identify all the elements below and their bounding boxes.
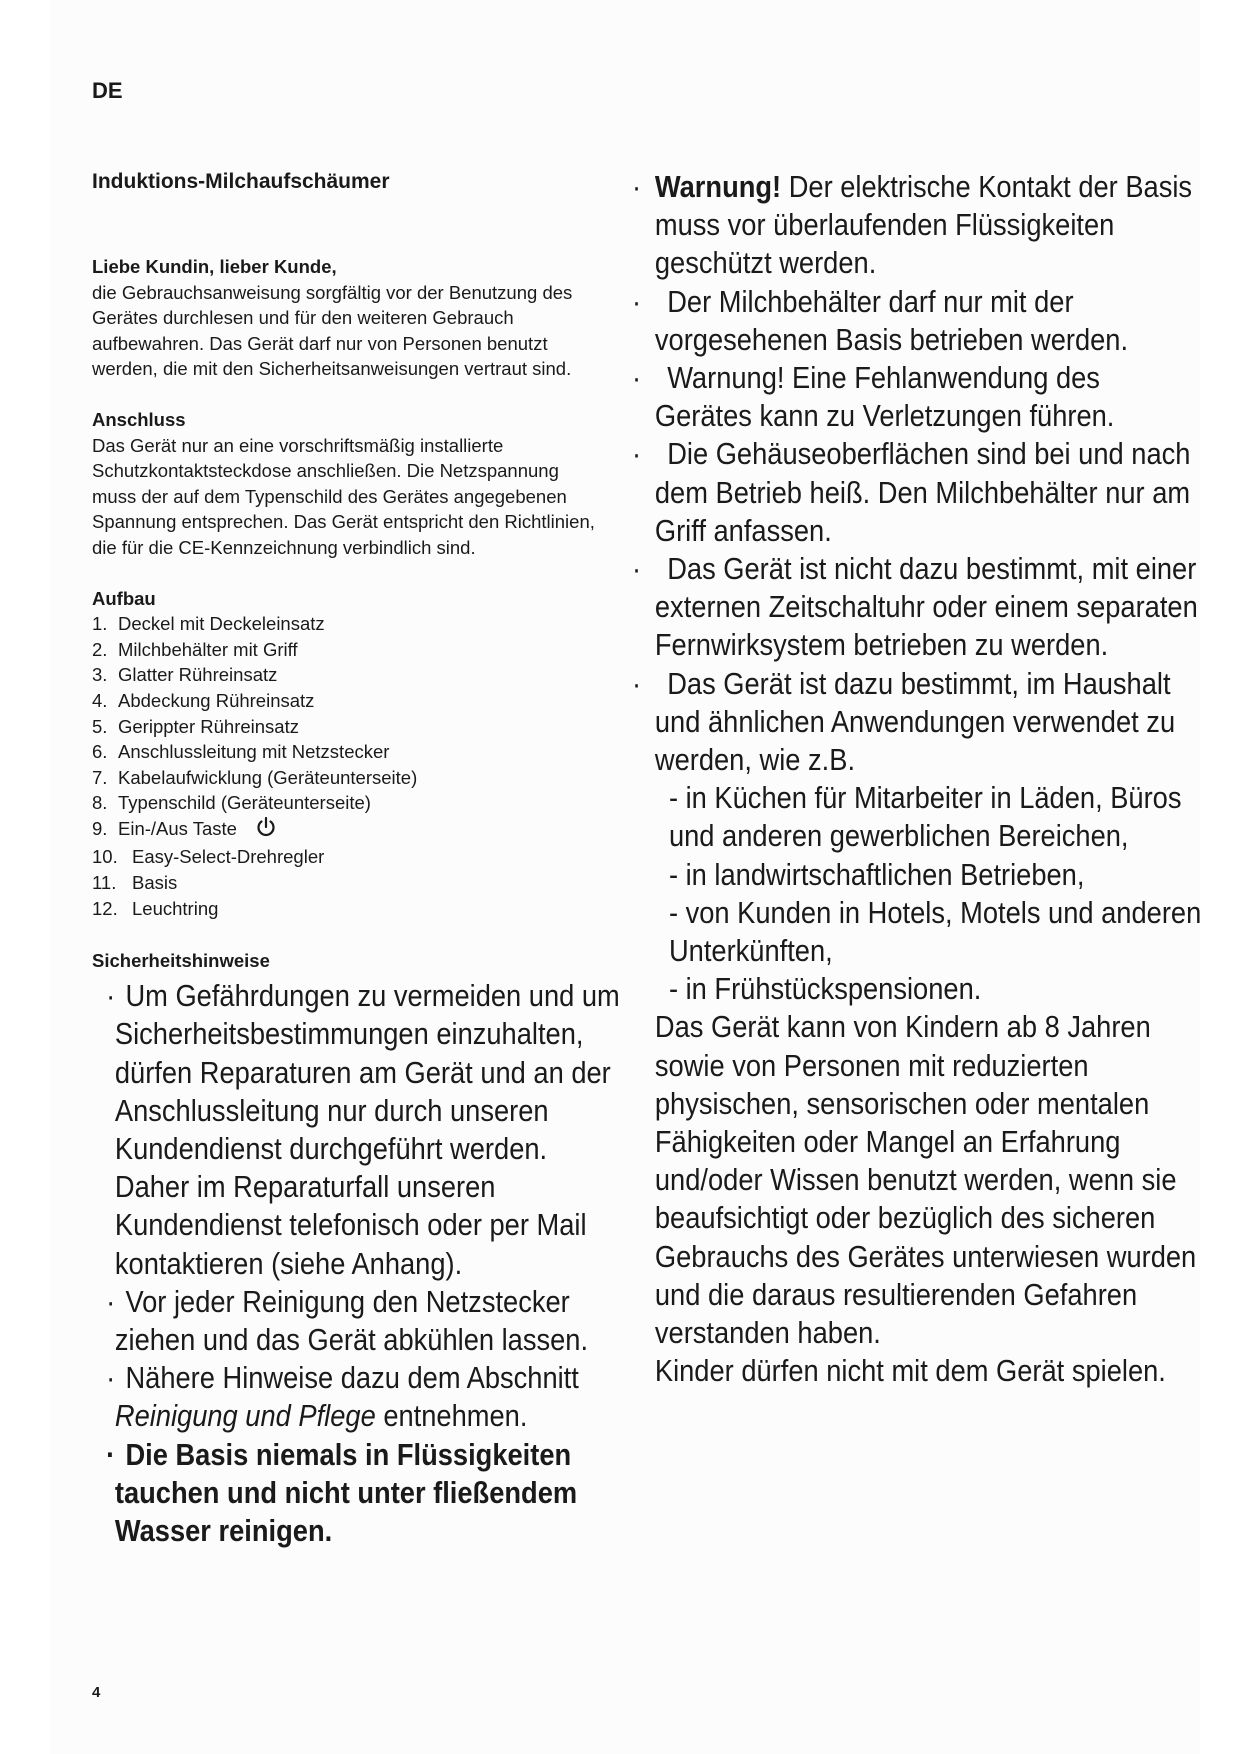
list-item-number: 6. (92, 741, 108, 763)
list-item-number: 8. (92, 792, 108, 814)
safety-bullet-text: Der Milchbehälter darf nur mit der vorgesehenen Basis betrieben werden. (654, 283, 1129, 357)
safety-bullet (632, 168, 1204, 283)
list-item-label: Milchbehälter mit Griff (118, 638, 298, 660)
bullet-dot: · (632, 283, 642, 319)
safety-list-left (92, 977, 620, 1550)
list-item-number: 5. (92, 715, 108, 737)
list-item (92, 896, 602, 922)
list-item-label: Abdeckung Rühreinsatz (118, 689, 315, 711)
list-item-number: 4. (92, 689, 108, 711)
left-column (92, 170, 620, 1550)
bullet-dot: · (106, 1283, 116, 1319)
greeting-text: die Gebrauchsanweisung sorgfältig vor der Benutzung des Gerätes durchlesen und für den weiteren Gebrauch aufbewahren. Das Gerät darf nur von Personen benutzt werden, die mit den Sicherheitsanweisungen vertraut sind. (92, 281, 573, 380)
page-number: 4 (92, 1684, 101, 1701)
document-title: Induktions-Milchaufschäumer (92, 170, 390, 193)
safety-bullet (92, 1359, 620, 1435)
list-item-number: 7. (92, 766, 108, 788)
safety-bullet-text: Nähere Hinweise dazu dem Abschnitt (125, 1360, 579, 1396)
safety-bullet (92, 1283, 620, 1359)
greeting-section (92, 254, 602, 382)
list-item (92, 637, 602, 663)
list-item-number: 12. (92, 897, 118, 919)
list-item-number: 10. (92, 846, 118, 868)
bullet-dot: · (632, 551, 642, 587)
list-item (92, 714, 602, 740)
list-item-number: 1. (92, 613, 108, 635)
list-item (92, 816, 602, 845)
right-column (632, 168, 1212, 1391)
list-item (92, 790, 602, 816)
list-item-label: Glatter Rühreinsatz (118, 664, 278, 686)
safety-bullet-text-end: entnehmen. (375, 1398, 528, 1434)
safety-bullet (632, 359, 1204, 435)
list-item-label: Anschlussleitung mit Netzstecker (118, 741, 390, 763)
bullet-dot: · (106, 1436, 116, 1472)
list-item-label: Gerippter Rühreinsatz (118, 715, 299, 737)
power-icon (255, 816, 277, 845)
safety-bullet-text: Das Gerät ist dazu bestimmt, im Haushalt und ähnlichen Anwendungen verwendet zu werden, wie z.B. (654, 665, 1176, 778)
bullet-dot: · (106, 978, 116, 1014)
safety-bullet (92, 977, 620, 1283)
list-item-number: 11. (92, 872, 117, 894)
parts-list (92, 611, 602, 921)
usage-example: - in Frühstückspensionen. (668, 971, 982, 1007)
list-item-label: Kabelaufwicklung (Geräteunterseite) (118, 766, 418, 788)
list-item (92, 611, 602, 637)
anschluss-text: Das Gerät nur an eine vorschriftsmäßig installierte Schutzkontaktsteckdose anschließen. Die Netzspannung muss der auf dem Typenschild des Gerätes angegebenen Spannung entsprechen. Das Gerät entspricht den Richtlinien, die für die CE-Kennzeichnung verbindlich sind. (92, 434, 595, 558)
safety-bullet (632, 665, 1204, 780)
safety-bullet (632, 550, 1204, 665)
language-label: DE (92, 78, 123, 103)
list-item (92, 870, 602, 896)
bullet-dot: · (632, 436, 642, 472)
list-item (92, 765, 602, 791)
greeting-salutation: Liebe Kundin, lieber Kunde, (92, 256, 337, 277)
bullet-dot: · (106, 1360, 116, 1396)
safety-bullet-text: Vor jeder Reinigung den Netzstecker ziehen und das Gerät abkühlen lassen. (114, 1283, 589, 1358)
section-reference: Reinigung und Pflege (114, 1398, 376, 1434)
list-item-number: 9. (92, 817, 108, 839)
list-item-label: Easy-Select-Drehregler (132, 846, 325, 868)
children-paragraph: Das Gerät kann von Kindern ab 8 Jahren sowie von Personen mit reduzierten physischen, sensorischen oder mentalen Fähigkeiten oder Mangel an Erfahrung und/oder Wissen benutzt werden, wenn sie beaufsichtigt oder bezüglich des sicheren Gebrauchs des Gerätes unterwiesen wurden und die daraus resultierenden Gefahren verstanden haben. (654, 1009, 1197, 1351)
aufbau-title: Aufbau (92, 587, 156, 609)
list-item-label: Basis (132, 872, 178, 894)
list-item-number: 2. (92, 638, 108, 660)
safety-list-right (632, 168, 1204, 1391)
list-item (92, 688, 602, 714)
list-item (92, 662, 602, 688)
list-item-number: 3. (92, 664, 108, 686)
safety-bullet-warning (92, 1436, 620, 1551)
children-paragraph: Kinder dürfen nicht mit dem Gerät spielen. (654, 1353, 1166, 1389)
anschluss-section (92, 407, 602, 561)
safety-bullet-text: Die Gehäuseoberflächen sind bei und nach dem Betrieb heiß. Den Milchbehälter nur am Griff anfassen. (654, 436, 1191, 548)
usage-example: - von Kunden in Hotels, Motels und anderen Unterkünften, (668, 894, 1202, 969)
safety-bullet-text: Warnung! Eine Fehlanwendung des Gerätes kann zu Verletzungen führen. (654, 360, 1115, 434)
usage-example: - in landwirtschaftlichen Betrieben, (668, 856, 1085, 892)
usage-example: - in Küchen für Mitarbeiter in Läden, Büros und anderen gewerblichen Bereichen, (668, 780, 1182, 854)
safety-bullet-text: Der elektrische Kontakt der Basis muss vor überlaufenden Flüssigkeiten geschützt werden. (654, 169, 1193, 281)
list-item (92, 844, 602, 870)
bullet-dot: · (632, 360, 642, 396)
safety-bullet (632, 435, 1204, 550)
aufbau-section (92, 586, 602, 922)
bullet-dot: · (632, 169, 642, 204)
safety-bullet (632, 283, 1204, 359)
bullet-dot: · (632, 665, 642, 701)
list-item-label: Leuchtring (132, 897, 219, 919)
safety-bullet-text: Die Basis niemals in Flüssigkeiten tauchen und nicht unter fließendem Wasser reinigen. (114, 1436, 578, 1549)
safety-bullet-text: Um Gefährdungen zu vermeiden und um Sicherheitsbestimmungen einzuhalten, dürfen Reparaturen am Gerät und an der Anschlussleitung nur durch unseren Kundendienst durchgeführt werden. Daher im Reparaturfall unseren Kundendienst telefonisch oder per Mail kontaktieren (siehe Anhang). (114, 978, 620, 1281)
anschluss-title: Anschluss (92, 408, 186, 430)
list-item-label: Deckel mit Deckeleinsatz (118, 613, 325, 635)
safety-title: Sicherheitshinweise (92, 950, 270, 972)
safety-bullet-text: Das Gerät ist nicht dazu bestimmt, mit einer externen Zeitschaltuhr oder einem separaten Fernwirksystem betrieben zu werden. (654, 551, 1198, 663)
list-item (92, 739, 602, 765)
warning-label: Warnung! (654, 169, 782, 204)
list-item-label: Ein-/Aus Taste (118, 817, 237, 839)
list-item-label: Typenschild (Geräteunterseite) (118, 792, 371, 814)
